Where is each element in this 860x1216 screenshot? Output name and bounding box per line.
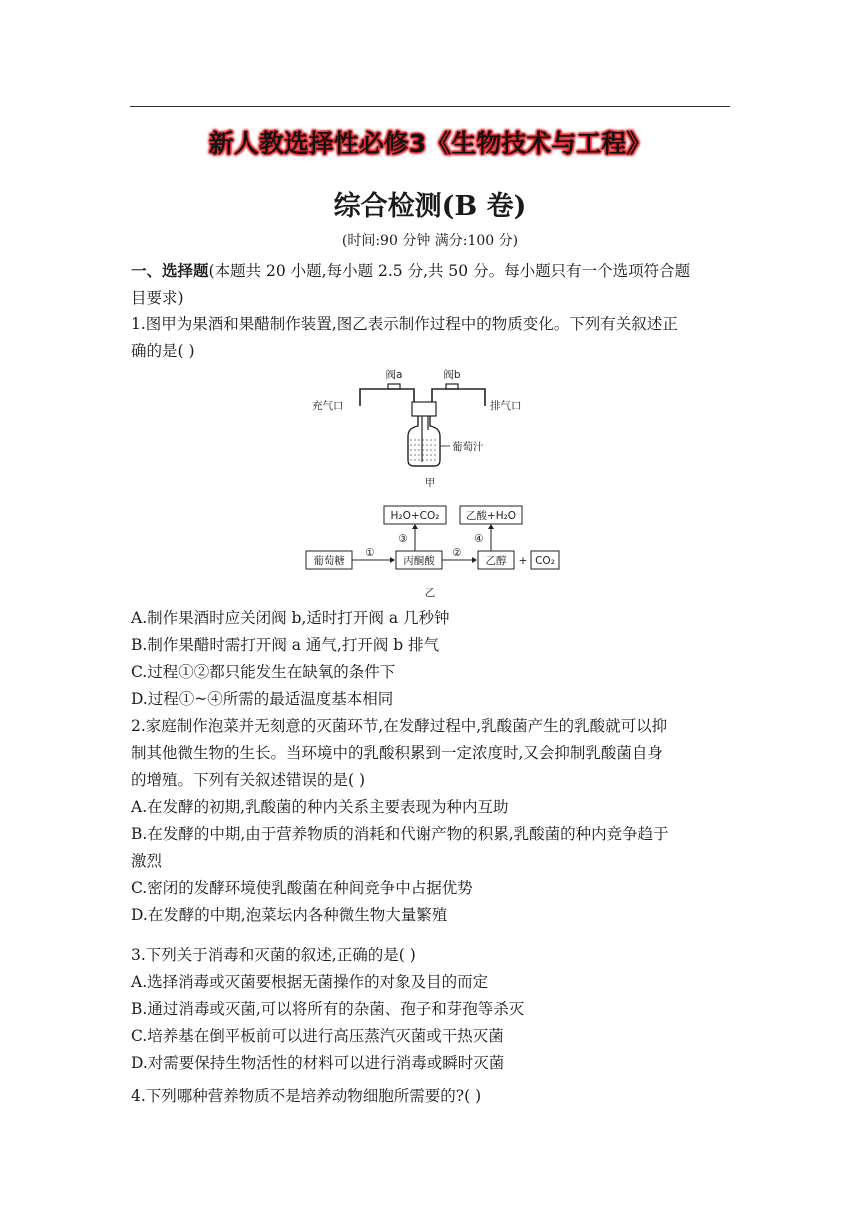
figure-a-caption: 甲	[424, 477, 436, 489]
step-2-label: ②	[452, 547, 462, 559]
step-1-label: ①	[365, 547, 375, 559]
stem-line: 1.图甲为果酒和果醋制作装置,图乙表示制作过程中的物质变化。下列有关叙述正	[131, 315, 678, 333]
option-a: A.制作果酒时应关闭阀 b,适时打开阀 a 几秒钟	[131, 609, 450, 627]
stem-line: 3.下列关于消毒和灭菌的叙述,正确的是( )	[131, 946, 416, 964]
option-d: D.对需要保持生物活性的材料可以进行消毒或瞬时灭菌	[131, 1054, 505, 1072]
course-banner: 新人教选择性必修3《生物技术与工程》	[208, 129, 652, 158]
juice-fill-icon	[410, 440, 438, 460]
co2-label: CO₂	[535, 555, 555, 567]
outlet-tube	[432, 389, 485, 406]
outlet-label: 排气口	[490, 400, 522, 412]
question-4	[131, 1083, 731, 1110]
inlet-tube	[360, 389, 414, 406]
product-acetic-acid: 乙酸+H₂O	[465, 510, 517, 522]
question-2	[131, 713, 731, 929]
valve-b-label: 阀b	[443, 369, 461, 381]
figure-b-caption: 乙	[424, 587, 436, 599]
time-score-info: (时间:90 分钟 满分:100 分)	[341, 233, 519, 249]
header-rule	[130, 106, 730, 107]
inlet-label: 充气口	[312, 400, 344, 412]
product-h2o-co2: H₂O+CO₂	[390, 510, 440, 522]
step-4-label: ④	[474, 533, 484, 545]
option-d: D.在发酵的中期,泡菜坛内各种微生物大量繁殖	[131, 906, 448, 924]
pyruvate-label: 丙酮酸	[403, 555, 435, 567]
option-d: D.过程①~④所需的最适温度基本相同	[131, 690, 394, 708]
bottle-icon	[408, 416, 440, 466]
option-c: C.过程①②都只能发生在缺氧的条件下	[131, 663, 396, 681]
option-c: C.培养基在倒平板前可以进行高压蒸汽灭菌或干热灭菌	[131, 1027, 504, 1045]
stem-line: 4.下列哪种营养物质不是培养动物细胞所需要的?( )	[131, 1087, 482, 1105]
option-a: A.选择消毒或灭菌要根据无菌操作的对象及目的而定	[131, 973, 489, 991]
metabolic-pathway-diagram	[306, 506, 559, 599]
glucose-label: 葡萄糖	[313, 555, 345, 567]
fermentation-apparatus-diagram	[312, 368, 522, 489]
arrowhead-step-3	[412, 524, 418, 529]
ethanol-label: 乙醇	[485, 555, 507, 567]
valve-a-label: 阀a	[385, 369, 403, 381]
option-b-cont: 激烈	[131, 852, 163, 870]
step-3-label: ③	[398, 533, 408, 545]
arrowhead-step-2	[472, 557, 477, 563]
section-intro-line	[131, 257, 731, 285]
section-title: 一、选择题	[131, 261, 209, 280]
option-b: B.制作果醋时需打开阀 a 通气,打开阀 b 排气	[131, 636, 440, 654]
plus-sign: +	[518, 555, 528, 567]
option-b: B.通过消毒或灭菌,可以将所有的杂菌、孢子和芽孢等杀灭	[131, 1000, 525, 1018]
stem-line: 制其他微生物的生长。当环境中的乳酸积累到一定浓度时,又会抑制乳酸菌自身	[131, 744, 663, 762]
question-3	[131, 942, 731, 1077]
stopper-icon	[412, 402, 436, 416]
stem-line: 的增殖。下列有关叙述错误的是( )	[131, 771, 366, 789]
question-1-options	[131, 605, 731, 713]
question-1-stem	[131, 311, 731, 365]
option-b: B.在发酵的中期,由于营养物质的消耗和代谢产物的积累,乳酸菌的种内竞争趋于	[131, 825, 669, 843]
juice-label: 葡萄汁	[452, 441, 484, 453]
page-title: 综合检测(B 卷)	[333, 191, 527, 222]
stem-line: 确的是( )	[131, 342, 195, 360]
option-a: A.在发酵的初期,乳酸菌的种内关系主要表现为种内互助	[131, 798, 509, 816]
section-description-cont: 目要求)	[131, 289, 184, 307]
section-description: (本题共 20 小题,每小题 2.5 分,共 50 分。每小题只有一个选项符合题	[208, 262, 691, 280]
stem-line: 2.家庭制作泡菜并无刻意的灭菌环节,在发酵过程中,乳酸菌产生的乳酸就可以抑	[131, 717, 668, 735]
option-c: C.密闭的发酵环境使乳酸菌在种间竞争中占据优势	[131, 879, 473, 897]
arrowhead-step-1	[390, 557, 395, 563]
arrowhead-step-4	[488, 524, 494, 529]
experiment-figure	[300, 364, 560, 604]
section-header	[131, 257, 731, 312]
